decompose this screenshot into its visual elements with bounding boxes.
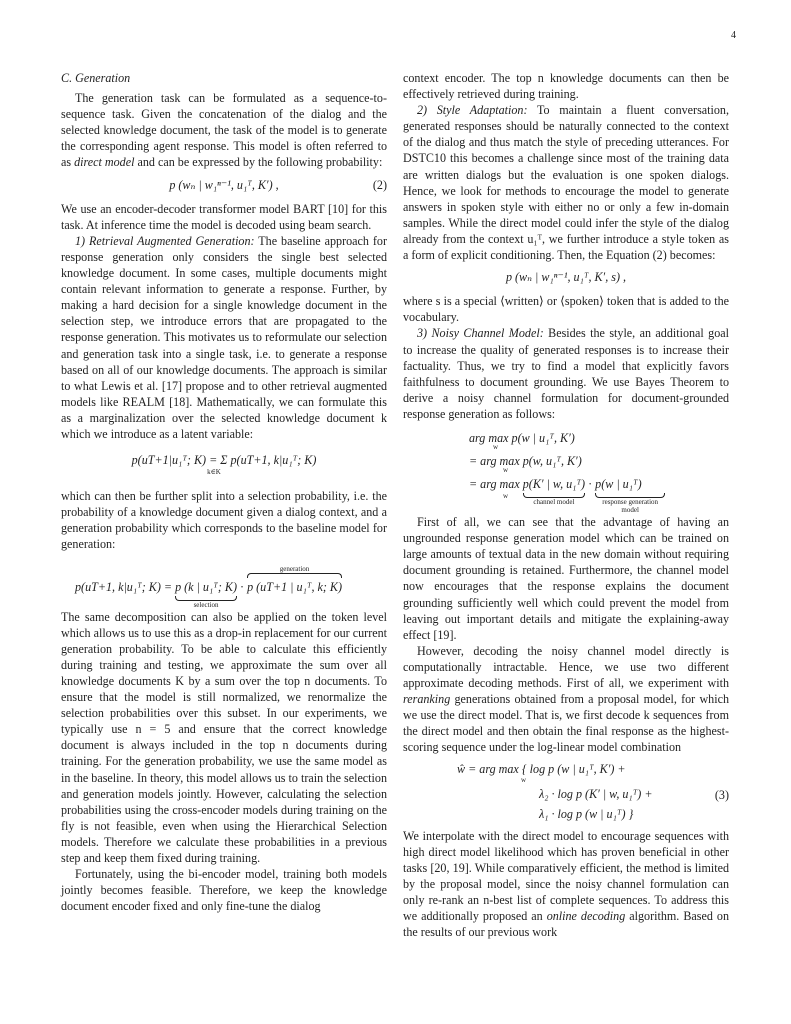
nc-line-3: = arg max p(K′ | w, u₁ᵀ) channel model · p(w | u₁ᵀ) response generation model <box>469 476 729 514</box>
selection-term: p (k | u₁ᵀ; K) selection <box>175 579 237 609</box>
equation-2: p (wₙ | w₁ⁿ⁻¹, u₁ᵀ, K′) , (2) <box>169 177 387 192</box>
equation-3 <box>403 761 729 821</box>
equation-number: (3) <box>714 788 729 803</box>
eq3-argmax-sub: w <box>521 775 527 784</box>
paragraph: Fortunately, using the bi-encoder model, training both models jointly becomes feasible. Therefore, we keep the knowledge document encoder fixed and only fine-tune the dialog <box>61 867 387 914</box>
paragraph: 1) Retrieval Augmented Generation: The baseline approach for response generation only considers the single best selected knowledge document. In some cases, multiple documents might contain relevant information to generate a response. Further, by making a hard decision for a single knowledge document in the selection step, we introduce errors that are propagated to the response generation. This motivates us to reformulate our selection and generation task into a single task, i.e. to generate a response based on all of our knowledge documents. The approach is similar to what Lewis et al. [17] propose and to other retrieval augmented models like REALM [18]. Mathematically, we can formulate this as a marginalization over the selected knowledge document k which we introduce as a latent variable: <box>61 233 387 441</box>
paragraph: However, decoding the noisy channel model directly is computationally intractable. Hence, we use two different approximate decoding methods. First of all, we experiment with reranking generations obtained from a proposal model, for which we use the direct model. That is, we first decode k sequences from the direct model and then obtain the final response as the highest-scoring sequence under the log-linear model combination <box>403 643 729 755</box>
equation-marginalization: p(uT+1|u₁ᵀ; K) = Σ p(uT+1, k|u₁ᵀ; K) k∈K <box>61 452 387 476</box>
paragraph: where s is a special ⟨written⟩ or ⟨spoken⟩ token that is added to the vocabulary. <box>403 294 729 325</box>
selection-annotation: selection <box>193 600 219 609</box>
response-model-term: p(w | u₁ᵀ) response generation model <box>595 476 665 514</box>
nc-line-2: = arg max p(w, u₁ᵀ, K′) <box>469 453 582 468</box>
equation-noisy-channel <box>403 430 729 515</box>
paragraph: We use an encoder-decoder transformer model BART [10] for this task. At inference time the model is decoded using beam search. <box>61 201 387 232</box>
channel-model-term: p(K′ | w, u₁ᵀ) channel model <box>522 476 586 507</box>
paragraph: context encoder. The top n knowledge documents can then be effectively retrieved during training. <box>403 71 729 102</box>
paragraph: First of all, we can see that the advantage of having an ungrounded response generation model which can be trained on large amounts of textual data in the new domain without requiring document grounding is retained. Furthermore, the channel model now encourages that the response explains the document grounding sufficiently well which could prevent the model from leaving out important details and mitigate the explaining-away effect [19]. <box>403 515 729 642</box>
nc-line-1: arg max p(w | u₁ᵀ, K′) <box>469 430 575 445</box>
page-number: 4 <box>731 30 736 41</box>
eq3-line-3: λ₁ · log p (w | u₁ᵀ) } <box>539 806 634 821</box>
response-model-annotation: response generation model <box>602 498 659 515</box>
equation-style: p (wₙ | w₁ⁿ⁻¹, u₁ᵀ, K′, s) , <box>505 270 627 285</box>
eq3-line-2: λ₂ · log p (K′ | w, u₁ᵀ) + <box>539 786 653 801</box>
subsection-title: 2) Style Adaptation: <box>417 103 528 118</box>
nc-argmax-sub-2: w <box>503 465 509 474</box>
equation-split: p(uT+1, k|u₁ᵀ; K) = p (k | u₁ᵀ; K) selection · generation p (uT+1 | u₁ᵀ, k; K) <box>75 564 343 609</box>
paragraph: 2) Style Adaptation: To maintain a fluent conversation, generated responses should be naturally connected to the context of the dialog and thus match the style of preceding utterances. For DSTC10 this becomes a challenge since most of the training data are written dialogs but the evaluation is one spoken dialogs. Hence, we look for methods to encourage the model to generate answers in spoken style with either no or only a few in-domain samples. While the direct model could infer the style of the dialog already from the context u₁ᵀ, we further introduce a style token as a form of explicit conditioning. Then, the Equation (2) becomes: <box>403 103 729 263</box>
equation-number: (2) <box>372 177 387 192</box>
subsection-title: 1) Retrieval Augmented Generation: <box>75 233 255 248</box>
generation-annotation: generation <box>279 564 310 573</box>
paragraph: which can then be further split into a selection probability, i.e. the probability of a knowledge document given a dialog context, and a generation probability which corresponds to the baseline model for generation: <box>61 489 387 552</box>
nc-argmax-sub-1: w <box>493 442 499 451</box>
section-title: C. Generation <box>61 71 131 85</box>
paragraph: The generation task can be formulated as a sequence-to-sequence task. Given the concatenation of the dialog and the selected knowledge document, the task of the model is to generate the corresponding agent response. This model is often referred to as direct model and can be expressed by the following probability: <box>61 91 387 170</box>
sum-subscript: k∈K <box>207 468 221 477</box>
paragraph: We interpolate with the direct model to encourage sequences with high direct model likelihood which has proven beneficial in other tasks [20, 19]. While comparatively efficient, the method is limited by the proposal model, since the noisy channel formulation can only re-rank an n-best list of complete sequences. To address this we additionally proposed an online decoding algorithm. Based on the results of our previous work <box>403 828 730 940</box>
channel-model-annotation: channel model <box>533 498 575 507</box>
eq3-line-1: ŵ = arg max { log p (w | u₁ᵀ, K′) + <box>457 762 626 777</box>
generation-term: generation p (uT+1 | u₁ᵀ, k; K) <box>247 564 343 594</box>
right-column <box>403 70 729 940</box>
left-column <box>61 70 387 914</box>
subsection-title: 3) Noisy Channel Model: <box>417 326 544 341</box>
nc-argmax-sub-3: w <box>503 492 509 501</box>
paragraph: The same decomposition can also be applied on the token level which allows us to use this as a drop-in replacement for our current generation probability. To be able to calculate this efficiently during training and testing, we approximate the sum over all knowledge documents K by a sum over the top n documents. To ensure that the model is still normalized, we renormalize the selection probabilities over this subset. In our experiments, we typically use n = 5 and ensure that the correct knowledge document is always included in the top n documents during training. For the generation probability, we use the same model as in the baseline. In theory, this model allows us to train the selection and generation models jointly. However, calculating the selection probabilities using the cross-encoder models during training on the fly is not feasible, even when using the Hierarchical Selection models. Therefore we calculate these probabilities in a previous step and keep them fixed during training. <box>61 609 387 866</box>
paragraph: 3) Noisy Channel Model: Besides the style, an additional goal to increase the quality of generated responses is to increase their factuality. Thus, we try to find a model that explicitly favors faithfulness to document grounding. We use Bayes Theorem to derive a noisy channel formulation for document-grounded response generation as follows: <box>403 326 729 421</box>
